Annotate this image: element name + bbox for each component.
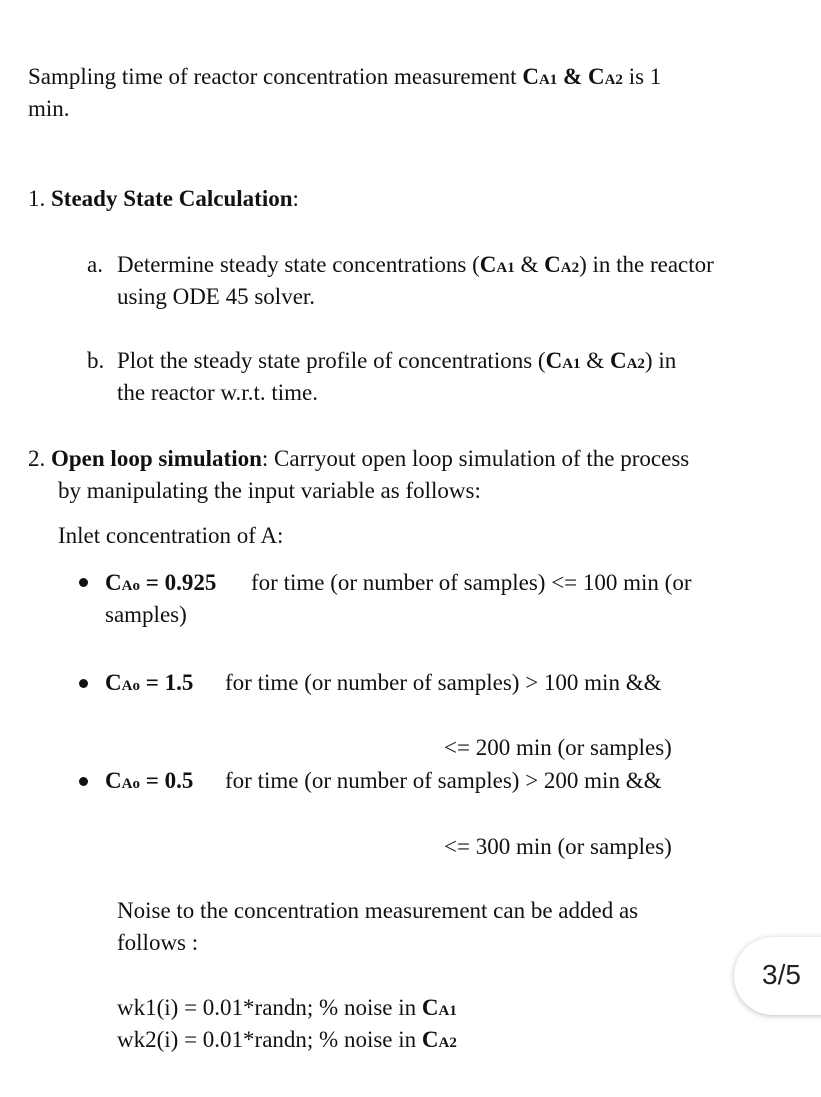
intro-line-1: Sampling time of reactor concentration measurement CA1 & CA2 is 1 bbox=[28, 64, 662, 89]
code-line-2: wk2(i) = 0.01*randn; % noise in CA2 bbox=[117, 1027, 457, 1052]
item-b-label: b. bbox=[87, 348, 105, 373]
section-2-line-2: by manipulating the input variable as follows: bbox=[58, 478, 481, 503]
bullet-2-value: CAo = 1.5 bbox=[105, 670, 194, 695]
code-line-1: wk1(i) = 0.01*randn; % noise in CA1 bbox=[117, 995, 457, 1020]
item-a-label: a. bbox=[87, 252, 103, 277]
page-indicator[interactable] bbox=[734, 937, 821, 1015]
page-indicator-label: 3/5 bbox=[762, 959, 801, 990]
inlet-label: Inlet concentration of A: bbox=[58, 523, 284, 548]
item-a-line-1: Determine steady state concentrations (CA1 & CA2) in the reactor bbox=[117, 252, 714, 277]
bullet-1-cont: samples) bbox=[105, 602, 187, 627]
item-b-line-2: the reactor w.r.t. time. bbox=[117, 380, 318, 405]
noise-line-1: Noise to the concentration measurement can be added as bbox=[117, 898, 639, 923]
bullet-3-desc: for time (or number of samples) > 200 min && bbox=[225, 768, 662, 793]
item-a-line-2: using ODE 45 solver. bbox=[117, 284, 316, 309]
section-2-heading: 2. Open loop simulation: Carryout open loop simulation of the process bbox=[28, 446, 690, 471]
bullet-2-desc: for time (or number of samples) > 100 min && bbox=[225, 670, 662, 695]
bullet-3-value: CAo = 0.5 bbox=[105, 768, 194, 793]
bullet-2-dot bbox=[79, 679, 88, 688]
bullet-3-dot bbox=[79, 777, 88, 786]
bullet-1-desc: for time (or number of samples) <= 100 min (or bbox=[251, 570, 692, 595]
item-b-line-1: Plot the steady state profile of concentrations (CA1 & CA2) in bbox=[117, 348, 677, 373]
bullet-3-cont: <= 300 min (or samples) bbox=[444, 834, 672, 859]
intro-line-2: min. bbox=[28, 96, 70, 121]
section-1-heading: 1. Steady State Calculation: bbox=[28, 186, 299, 211]
bullet-1-dot bbox=[79, 578, 88, 587]
bullet-2-cont: <= 200 min (or samples) bbox=[444, 735, 672, 760]
noise-line-2: follows : bbox=[117, 930, 199, 955]
bullet-1-value: CAo = 0.925 bbox=[105, 570, 217, 595]
